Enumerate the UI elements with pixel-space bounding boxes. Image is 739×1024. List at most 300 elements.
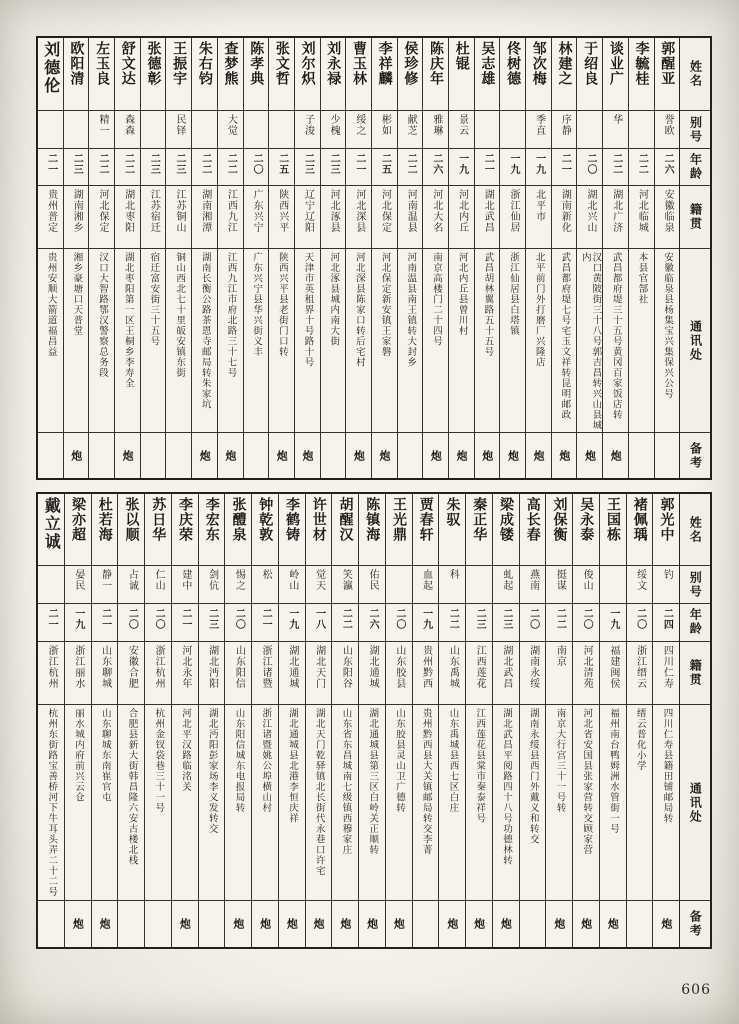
name-cell <box>398 38 423 110</box>
note-cell <box>372 432 397 478</box>
person-origin: 湖北广济 <box>610 189 622 233</box>
address-cell <box>627 704 653 900</box>
age-cell <box>38 603 64 641</box>
person-age: 二二 <box>636 153 648 175</box>
address-cell <box>629 248 654 432</box>
person-address: 山东聊城东南崔官屯 <box>99 708 111 803</box>
row-header-name-cell <box>680 494 710 565</box>
row-header-age-cell <box>680 603 710 641</box>
person-address: 湖北通城县北港李恒庆祥 <box>286 708 298 824</box>
person-age: 二一 <box>482 153 494 175</box>
person-alias: 民铎 <box>174 114 186 136</box>
person-age: 二〇 <box>581 608 593 631</box>
person-name: 李宏东 <box>203 497 220 542</box>
age-cell <box>386 603 412 641</box>
alias-cell <box>225 565 251 603</box>
name-cell <box>269 38 294 110</box>
row-header-note-cell <box>680 900 710 947</box>
address-cell <box>172 704 198 900</box>
row-header-age: 年龄 <box>688 153 703 181</box>
note-cell <box>64 432 89 478</box>
person-address: 山东阳信城东电报局转 <box>233 708 245 814</box>
age-cell <box>92 603 118 641</box>
person-origin: 山东阳谷 <box>340 644 352 689</box>
person-origin: 江西九江 <box>225 189 237 233</box>
age-cell <box>218 148 243 185</box>
person-note: 炮 <box>178 918 192 931</box>
person-name: 梁成镂 <box>497 497 514 542</box>
person-age: 二三 <box>148 153 160 175</box>
alias-cell <box>141 110 166 148</box>
age-cell <box>398 148 423 185</box>
person-name: 刘尔炽 <box>299 41 316 86</box>
person-name: 邹次梅 <box>530 41 547 86</box>
age-cell <box>500 148 525 185</box>
person-note: 炮 <box>275 449 289 462</box>
person-note: 炮 <box>338 918 352 931</box>
person-alias: 献芝 <box>405 114 417 136</box>
note-cell <box>346 432 371 478</box>
person-origin: 河北大名 <box>430 189 442 233</box>
person-name: 左玉良 <box>94 41 111 86</box>
row-header-alias: 别号 <box>688 115 703 144</box>
alias-cell <box>423 110 448 148</box>
origin-cell <box>372 185 397 248</box>
person-column <box>654 38 680 478</box>
person-address: 湖南永绥县西门外戴义和转交 <box>527 708 539 845</box>
person-note: 炮 <box>579 918 593 931</box>
person-alias: 虬起 <box>500 569 512 592</box>
age-cell <box>346 148 371 185</box>
alias-cell <box>38 565 64 603</box>
alias-cell <box>546 565 572 603</box>
person-address: 汉口黄陂街三十八号郭吉昌转兴山县城内 <box>579 252 602 431</box>
person-address: 丽水城内府前兴云仓 <box>72 708 84 803</box>
person-alias: 俊山 <box>581 569 593 592</box>
note-cell <box>386 900 412 947</box>
age-cell <box>413 603 439 641</box>
note-cell <box>439 900 465 947</box>
person-origin: 河北涿县 <box>328 189 340 233</box>
alias-cell <box>573 565 599 603</box>
origin-cell <box>295 185 320 248</box>
name-cell <box>118 494 144 565</box>
person-alias: 绥之 <box>353 114 365 136</box>
person-origin: 河北永年 <box>179 644 191 689</box>
person-note: 炮 <box>429 449 443 462</box>
note-cell <box>269 432 294 478</box>
age-cell <box>38 148 63 185</box>
person-note: 炮 <box>352 449 366 462</box>
person-note: 炮 <box>552 918 566 931</box>
person-name: 陈庆年 <box>428 41 444 86</box>
row-header-alias: 别号 <box>688 570 703 599</box>
person-name: 王光鼎 <box>390 497 407 542</box>
alias-cell <box>346 110 371 148</box>
age-cell <box>118 603 144 641</box>
person-note: 炮 <box>198 449 212 462</box>
age-cell <box>321 148 346 185</box>
age-cell <box>115 148 140 185</box>
age-cell <box>520 603 546 641</box>
person-alias: 雅琳 <box>430 114 442 136</box>
alias-cell <box>192 110 217 148</box>
person-column <box>438 494 465 947</box>
person-column <box>64 494 91 947</box>
name-cell <box>449 38 474 110</box>
person-address: 河南温县南王镇转大封乡 <box>405 252 417 368</box>
address-cell <box>218 248 243 432</box>
address-cell <box>449 248 474 432</box>
age-cell <box>225 603 251 641</box>
age-cell <box>627 603 653 641</box>
note-cell <box>475 432 500 478</box>
person-address: 江西莲花县棠市秦泰祥号 <box>474 708 486 824</box>
person-name: 王国栋 <box>604 497 621 542</box>
person-column <box>217 38 243 478</box>
person-alias: 精一 <box>96 114 108 136</box>
address-cell <box>192 248 217 432</box>
name-cell <box>546 494 572 565</box>
alias-cell <box>306 565 332 603</box>
person-age: 二〇 <box>393 608 405 631</box>
name-cell <box>346 38 371 110</box>
person-name: 吴永泰 <box>578 497 595 542</box>
row-header-name: 姓名 <box>688 515 703 544</box>
name-cell <box>332 494 358 565</box>
note-cell <box>145 900 171 947</box>
person-alias: 燕南 <box>527 569 539 592</box>
person-age: 二二 <box>225 153 237 175</box>
note-cell <box>321 432 346 478</box>
alias-cell <box>115 110 140 148</box>
person-column <box>371 38 397 478</box>
person-origin: 陕西兴平 <box>276 189 288 233</box>
person-name: 林建之 <box>556 41 573 86</box>
address-cell <box>359 704 385 900</box>
name-cell <box>115 38 140 110</box>
age-cell <box>423 148 448 185</box>
person-origin: 河南温县 <box>405 189 417 233</box>
person-column <box>602 38 628 478</box>
person-origin: 湖南永绥 <box>527 644 539 689</box>
alias-cell <box>653 565 679 603</box>
person-age: 一九 <box>607 608 619 631</box>
origin-cell <box>218 185 243 248</box>
address-cell <box>279 704 305 900</box>
name-cell <box>252 494 278 565</box>
name-cell <box>520 494 546 565</box>
row-header-note: 备考 <box>688 441 703 470</box>
person-address: 浙江诸暨姚公埠横山村 <box>260 708 272 814</box>
row-header-age: 年龄 <box>688 608 703 637</box>
alias-cell <box>244 110 269 148</box>
person-age: 二三 <box>206 608 218 631</box>
person-address: 杭州金钗袋巷三十一号 <box>153 708 165 814</box>
person-name: 张文哲 <box>273 41 290 86</box>
alias-cell <box>372 110 397 148</box>
alias-cell <box>500 110 525 148</box>
person-alias: 大觉 <box>225 114 237 136</box>
person-age: 二〇 <box>153 608 165 631</box>
name-cell <box>279 494 305 565</box>
row-header-origin-cell <box>680 185 710 248</box>
origin-cell <box>118 641 144 704</box>
person-column <box>412 494 439 947</box>
person-origin: 贵州普定 <box>45 189 57 233</box>
person-age: 二一 <box>559 153 571 175</box>
origin-cell <box>493 641 519 704</box>
person-name: 戴立诚 <box>42 497 62 551</box>
age-cell <box>172 603 198 641</box>
person-age: 二六 <box>662 153 674 175</box>
person-age: 二二 <box>610 153 622 175</box>
person-origin: 浙江杭州 <box>46 644 58 689</box>
person-age: 二〇 <box>126 608 138 631</box>
person-address: 河北省安国县张家营转交顾家营 <box>581 708 593 856</box>
age-cell <box>192 148 217 185</box>
age-cell <box>279 603 305 641</box>
person-address: 福州南台鸭姆洲水管街一号 <box>607 708 619 835</box>
name-cell <box>603 38 628 110</box>
address-cell <box>199 704 225 900</box>
age-cell <box>89 148 114 185</box>
address-cell <box>520 704 546 900</box>
origin-cell <box>423 185 448 248</box>
origin-cell <box>577 185 602 248</box>
address-cell <box>386 704 412 900</box>
note-cell <box>172 900 198 947</box>
age-cell <box>252 603 278 641</box>
person-column <box>88 38 114 478</box>
row-header-address-cell <box>680 248 710 432</box>
origin-cell <box>89 185 114 248</box>
person-address: 本县官郜社 <box>636 252 648 305</box>
name-cell <box>359 494 385 565</box>
person-age: 一九 <box>533 153 545 175</box>
person-origin: 南京 <box>554 644 566 667</box>
person-age: 一九 <box>507 153 519 175</box>
row-header-column <box>679 494 710 947</box>
person-note: 炮 <box>609 449 623 462</box>
person-name: 李祥麟 <box>376 41 393 86</box>
person-column <box>465 494 492 947</box>
person-column <box>519 494 546 947</box>
origin-cell <box>225 641 251 704</box>
origin-cell <box>269 185 294 248</box>
address-cell <box>398 248 423 432</box>
note-cell <box>500 432 525 478</box>
alias-cell <box>172 565 198 603</box>
person-origin: 湖南湘乡 <box>71 189 83 233</box>
alias-cell <box>398 110 423 148</box>
person-address: 贵州安顺大箭道福昌益 <box>45 252 57 357</box>
person-origin: 四川仁寿 <box>661 644 673 689</box>
name-cell <box>89 38 114 110</box>
name-cell <box>627 494 653 565</box>
person-origin: 湖北天门 <box>313 644 325 689</box>
address-cell <box>653 704 679 900</box>
person-address: 贵州黔西县大关镇邮局转交李菁 <box>420 708 432 856</box>
person-name: 杜若海 <box>96 497 113 542</box>
address-cell <box>321 248 346 432</box>
note-cell <box>653 900 679 947</box>
address-cell <box>269 248 294 432</box>
person-origin: 河北保定 <box>96 189 108 233</box>
age-cell <box>655 148 680 185</box>
person-name: 曹玉林 <box>350 41 367 86</box>
person-origin: 湖北武昌 <box>500 644 512 689</box>
alias-cell <box>413 565 439 603</box>
address-cell <box>38 704 64 900</box>
age-cell <box>475 148 500 185</box>
origin-cell <box>332 641 358 704</box>
age-cell <box>493 603 519 641</box>
alias-cell <box>475 110 500 148</box>
person-alias: 子浚 <box>302 114 314 136</box>
note-cell <box>493 900 519 947</box>
name-cell <box>192 38 217 110</box>
person-alias: 仁山 <box>153 569 165 592</box>
person-address: 安徽临泉县杨集宝兴集保兴公号 <box>662 252 674 399</box>
person-note: 炮 <box>472 918 486 931</box>
person-origin: 福建闽侯 <box>607 644 619 689</box>
name-cell <box>423 38 448 110</box>
person-origin: 山东阳信 <box>233 644 245 689</box>
alias-cell <box>199 565 225 603</box>
person-name: 王振宇 <box>171 41 188 86</box>
note-cell <box>600 900 626 947</box>
name-cell <box>386 494 412 565</box>
person-name: 郭光中 <box>658 497 675 542</box>
alias-cell <box>526 110 551 148</box>
note-cell <box>629 432 654 478</box>
person-name: 胡醒汉 <box>337 497 354 542</box>
person-alias: 觉天 <box>313 569 325 592</box>
origin-cell <box>466 641 492 704</box>
person-note: 炮 <box>258 918 272 931</box>
alias-cell <box>439 565 465 603</box>
alias-cell <box>92 565 118 603</box>
person-age: 二一 <box>353 153 365 175</box>
alias-cell <box>577 110 602 148</box>
person-name: 高长春 <box>524 497 541 542</box>
person-age: 二〇 <box>527 608 539 631</box>
alias-cell <box>552 110 577 148</box>
person-name: 褚佩瑀 <box>631 497 648 542</box>
person-column <box>385 494 412 947</box>
name-cell <box>577 38 602 110</box>
person-age: 二二 <box>340 608 352 631</box>
alias-cell <box>332 565 358 603</box>
name-cell <box>65 494 91 565</box>
person-address: 铜山西北七十里皈安镇东街 <box>174 252 186 378</box>
origin-cell <box>115 185 140 248</box>
person-origin: 江苏铜山 <box>174 189 186 233</box>
person-origin: 湖南湘潭 <box>199 189 211 233</box>
person-age: 一八 <box>313 608 325 631</box>
address-cell <box>573 704 599 900</box>
origin-cell <box>629 185 654 248</box>
age-cell <box>552 148 577 185</box>
person-age: 一九 <box>456 153 468 175</box>
person-alias: 晏民 <box>72 569 84 592</box>
person-origin: 浙江杭州 <box>153 644 165 689</box>
person-alias: 绥文 <box>634 569 646 592</box>
person-name: 谈业广 <box>607 41 624 86</box>
address-cell <box>475 248 500 432</box>
note-cell <box>89 432 114 478</box>
origin-cell <box>526 185 551 248</box>
person-name: 刘德伦 <box>41 41 61 95</box>
person-origin: 辽宁辽阳 <box>302 189 314 233</box>
person-address: 汉口大智路鄂汉警察总务段 <box>97 252 109 378</box>
origin-cell <box>64 185 89 248</box>
person-note: 炮 <box>378 449 392 462</box>
name-cell <box>321 38 346 110</box>
origin-cell <box>439 641 465 704</box>
person-address: 江西九江市府北路三十七号 <box>225 252 237 378</box>
person-address: 湖南长衡公路茶恩寺邮局转朱家坑 <box>199 252 211 410</box>
person-origin: 河北保定 <box>379 189 391 233</box>
person-alias: 建中 <box>179 569 191 592</box>
alias-cell <box>600 565 626 603</box>
person-column <box>320 38 346 478</box>
person-column <box>251 494 278 947</box>
name-cell <box>552 38 577 110</box>
person-alias: 科 <box>447 569 459 581</box>
origin-cell <box>346 185 371 248</box>
person-note: 炮 <box>499 918 513 931</box>
alias-cell <box>65 565 91 603</box>
row-header-address: 通讯处 <box>688 781 703 824</box>
person-name: 秦正华 <box>471 497 488 542</box>
name-cell <box>225 494 251 565</box>
person-address: 河北深县陈家口转后宅村 <box>353 252 365 368</box>
person-name: 朱右钧 <box>196 41 213 86</box>
note-cell <box>655 432 680 478</box>
address-cell <box>500 248 525 432</box>
age-cell <box>466 603 492 641</box>
row-header-note-cell <box>680 432 710 478</box>
person-alias: 岭山 <box>286 569 298 592</box>
person-age: 二一 <box>99 608 111 631</box>
note-cell <box>423 432 448 478</box>
note-cell <box>279 900 305 947</box>
person-age: 二〇 <box>634 608 646 631</box>
alias-cell <box>279 565 305 603</box>
person-origin: 江西莲花 <box>474 644 486 689</box>
note-cell <box>603 432 628 478</box>
row-header-age-cell <box>680 148 710 185</box>
origin-cell <box>38 185 63 248</box>
person-alias: 挺谋 <box>554 569 566 592</box>
person-column <box>358 494 385 947</box>
person-note: 炮 <box>365 918 379 931</box>
person-origin: 江苏宿迁 <box>148 189 160 233</box>
row-header-address: 通讯处 <box>688 319 703 362</box>
name-cell <box>466 494 492 565</box>
age-cell <box>141 148 166 185</box>
name-cell <box>500 38 525 110</box>
origin-cell <box>546 641 572 704</box>
person-age: 一九 <box>286 608 298 631</box>
note-cell <box>413 900 439 947</box>
person-origin: 安徽临泉 <box>662 189 674 233</box>
person-name: 杜锟 <box>453 41 470 71</box>
person-column <box>117 494 144 947</box>
person-age: 二三 <box>174 153 186 175</box>
